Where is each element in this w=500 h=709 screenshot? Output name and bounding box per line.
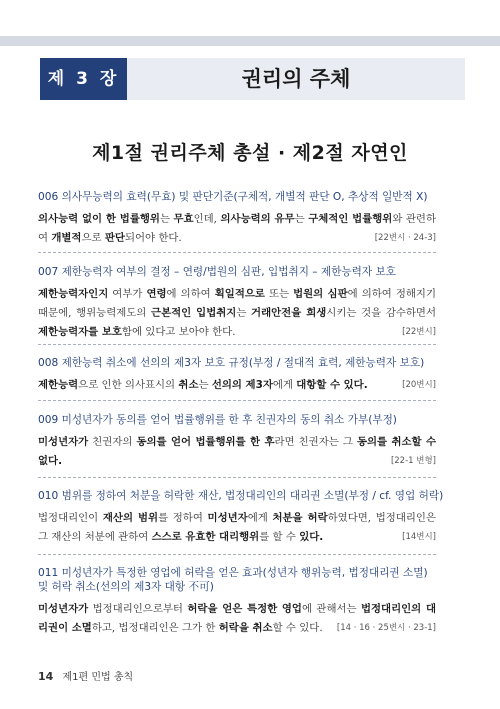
emphasis-text: 의사능력의 유무 xyxy=(220,213,295,225)
source-citation: [20변시] xyxy=(402,380,436,390)
body-text: 친권자의 xyxy=(88,436,137,448)
entry-body xyxy=(38,210,436,248)
body-text: 에 의하여 xyxy=(166,288,215,300)
body-text: 는 xyxy=(236,307,252,319)
emphasis-text: 허락을 얻은 특정한 영업 xyxy=(187,603,302,615)
emphasis-text: 대항할 수 있다. xyxy=(296,379,368,391)
entry-body xyxy=(38,600,436,638)
source-citation: [22변시 · 24-3] xyxy=(374,233,436,243)
emphasis-text: 법원의 심판 xyxy=(293,288,348,300)
body-text: 할 수 있다. xyxy=(272,622,323,634)
emphasis-text: 무효 xyxy=(173,213,194,225)
body-text: 에 관해서는 xyxy=(301,603,361,615)
emphasis-text: 개별적 xyxy=(51,232,82,244)
divider xyxy=(38,252,436,253)
emphasis-text: 취소 xyxy=(178,379,199,391)
entry-heading: 009 미성년자가 동의를 얻어 법률행위를 한 후 친권자의 동의 취소 가부(부정) xyxy=(38,414,397,426)
body-text: 으로 xyxy=(81,232,105,244)
body-text: 함에 있다고 보아야 한다. xyxy=(121,326,236,338)
body-text: 인데, xyxy=(193,213,221,225)
entry-heading: 007 제한능력자 여부의 결정 – 연령/법원의 심판, 입법취지 – 제한능력자 보호 xyxy=(38,266,396,278)
source-citation: [22-1 변형] xyxy=(390,456,436,466)
emphasis-text: 있다. xyxy=(299,531,324,543)
emphasis-text: 미성년자가 xyxy=(38,603,89,615)
emphasis-text: 선의의 제3자 xyxy=(211,379,273,391)
body-text: 를 정하여 xyxy=(158,512,208,524)
source-citation: [14변시] xyxy=(402,532,436,542)
body-text: 에 의하여 정해지기 때문에, 행위능력제도의 xyxy=(38,288,437,319)
divider xyxy=(38,477,436,478)
emphasis-text: 미성년자가 xyxy=(38,436,89,448)
page-footer xyxy=(38,668,133,683)
body-text: 시키는 것을 감수하면서 xyxy=(326,307,437,319)
top-decor-bar xyxy=(0,36,500,46)
body-text: 또는 xyxy=(264,288,294,300)
entry-heading: 010 범위를 정하여 처분을 허락한 재산, 법정대리인의 대리권 소멸(부정 / cf. 영업 허락) xyxy=(38,490,444,502)
running-title: 제1편 민법 총칙 xyxy=(62,672,134,683)
entry-009 xyxy=(38,413,436,471)
body-text: 에게 xyxy=(247,512,273,524)
entry-body xyxy=(38,285,436,342)
emphasis-text: 법정대리인의 대리권이 소멸 xyxy=(38,603,436,634)
emphasis-text: 획일적으로 xyxy=(214,288,265,300)
entry-007 xyxy=(38,265,436,342)
emphasis-text: 의사능력 없이 한 법률행위 xyxy=(38,213,160,225)
emphasis-text: 미성년자 xyxy=(207,512,248,524)
emphasis-text: 제한능력자인지 xyxy=(38,288,109,300)
source-citation: [22변시] xyxy=(402,327,436,337)
emphasis-text: 제한능력자를 보호 xyxy=(38,326,122,338)
body-text: 하였다면, 법정대리인은 그 재산의 처분에 관하여 xyxy=(38,512,436,543)
emphasis-text: 스스로 유효한 대리행위 xyxy=(151,531,260,543)
emphasis-text: 판단 xyxy=(104,232,125,244)
entry-006 xyxy=(38,190,436,248)
divider xyxy=(38,400,436,401)
body-text: 되어야 한다. xyxy=(124,232,182,244)
body-text: 법정대리인이 xyxy=(38,512,103,524)
chapter-banner xyxy=(40,58,465,100)
entry-010 xyxy=(38,489,444,547)
emphasis-text: 동의를 얻어 법률행위를 한 후 xyxy=(136,436,275,448)
entry-body xyxy=(38,376,436,395)
emphasis-text: 허락을 취소 xyxy=(218,622,273,634)
emphasis-text: 처분을 허락 xyxy=(272,512,328,524)
source-citation: [14 · 16 · 25변시 · 23-1] xyxy=(336,623,436,633)
section-title: 제1절 권리주체 총설 · 제2절 자연인 xyxy=(92,142,408,164)
emphasis-text: 거래안전을 희생 xyxy=(251,307,327,319)
entry-011 xyxy=(38,566,436,638)
entry-body xyxy=(38,433,436,471)
chapter-number: 제 3 장 xyxy=(40,58,127,100)
body-text: 하고, 법정대리인은 그가 한 xyxy=(91,622,219,634)
chapter-title: 권리의 주체 xyxy=(241,67,351,91)
emphasis-text: 구체적인 법률행위 xyxy=(308,213,393,225)
entry-heading: 006 의사무능력의 효력(무효) 및 판단기준(구체적, 개별적 판단 O, 추상적 일반적 X) xyxy=(38,191,428,203)
emphasis-text: 제한능력 xyxy=(38,379,79,391)
body-text: 법정대리인으로부터 xyxy=(88,603,188,615)
body-text: 와 관련하여 xyxy=(38,213,437,244)
body-text: 으로 인한 의사표시의 xyxy=(78,379,179,391)
divider xyxy=(38,344,436,345)
body-text: 라면 친권자는 그 xyxy=(274,436,357,448)
emphasis-text: 근본적인 입법취지 xyxy=(151,307,237,319)
divider xyxy=(38,554,436,555)
body-text: 에게 xyxy=(272,379,297,391)
emphasis-text: 재산의 범위 xyxy=(102,512,159,524)
entry-heading: 011 미성년자가 특정한 영업에 허락을 얻은 효과(성년자 행위능력, 법정대리권 소멸) 및 허락 취소(선의의 제3자 대항 不可) xyxy=(38,567,428,593)
body-text: 는 xyxy=(159,213,174,225)
entry-body xyxy=(38,509,436,547)
emphasis-text: 연령 xyxy=(146,288,167,300)
entry-heading: 008 제한능력 취소에 선의의 제3자 보호 규정(부정 / 절대적 효력, 제한능력자 보호) xyxy=(38,357,425,369)
body-text: 는 xyxy=(198,379,212,391)
page-number: 14 xyxy=(38,670,54,683)
body-text: 여부가 xyxy=(108,288,147,300)
entry-008 xyxy=(38,356,436,395)
body-text: 를 할 수 xyxy=(259,531,300,543)
emphasis-text: 동의를 취소할 수 없다. xyxy=(38,436,437,467)
body-text: 는 xyxy=(294,213,309,225)
